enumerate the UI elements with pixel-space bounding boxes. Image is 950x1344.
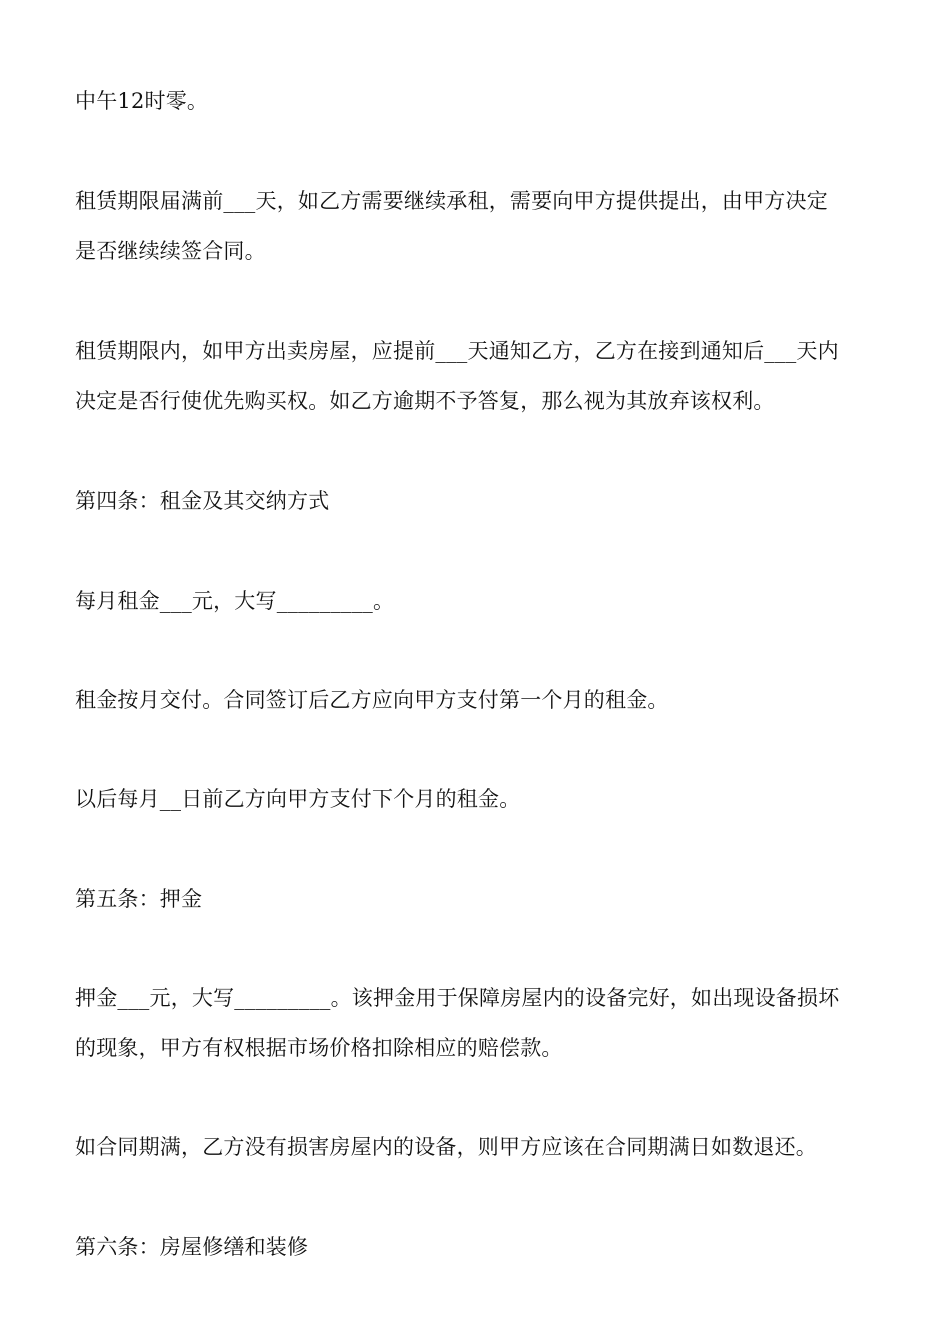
text-line: 如合同期满，乙方没有损害房屋内的设备，则甲方应该在合同期满日如数退还。 bbox=[75, 1135, 817, 1159]
text-line: 押金___元，大写_________。该押金用于保障房屋内的设备完好，如出现设备损坏 bbox=[75, 986, 840, 1010]
heading-text: 第五条：押金 bbox=[75, 887, 203, 911]
paragraph-noon-time bbox=[75, 76, 885, 126]
text-line: 每月租金___元，大写_________。 bbox=[75, 589, 395, 613]
text-line: 租赁期限届满前___天，如乙方需要继续承租，需要向甲方提供提出，由甲方决定 bbox=[75, 189, 828, 213]
paragraph-rent-due-date bbox=[75, 774, 885, 824]
text-line: 租赁期限内，如甲方出卖房屋，应提前___天通知乙方，乙方在接到通知后___天内 bbox=[75, 339, 839, 363]
text-line: 中午12时零。 bbox=[75, 89, 209, 113]
section-heading-article-5 bbox=[75, 874, 885, 924]
paragraph-monthly-rent bbox=[75, 576, 885, 626]
section-heading-article-6 bbox=[75, 1222, 885, 1272]
paragraph-deposit-refund bbox=[75, 1122, 885, 1172]
heading-text: 第四条：租金及其交纳方式 bbox=[75, 489, 330, 513]
text-line: 租金按月交付。合同签订后乙方应向甲方支付第一个月的租金。 bbox=[75, 688, 669, 712]
paragraph-deposit bbox=[75, 973, 885, 1073]
paragraph-preemptive-right bbox=[75, 326, 885, 426]
text-line: 以后每月__日前乙方向甲方支付下个月的租金。 bbox=[75, 787, 521, 811]
section-heading-article-4 bbox=[75, 476, 885, 526]
paragraph-lease-renewal bbox=[75, 176, 885, 276]
text-line: 决定是否行使优先购买权。如乙方逾期不予答复，那么视为其放弃该权利。 bbox=[75, 389, 775, 413]
paragraph-rent-payment bbox=[75, 675, 885, 725]
text-line: 的现象，甲方有权根据市场价格扣除相应的赔偿款。 bbox=[75, 1036, 563, 1060]
text-line: 是否继续续签合同。 bbox=[75, 239, 266, 263]
heading-text: 第六条：房屋修缮和装修 bbox=[75, 1235, 309, 1259]
